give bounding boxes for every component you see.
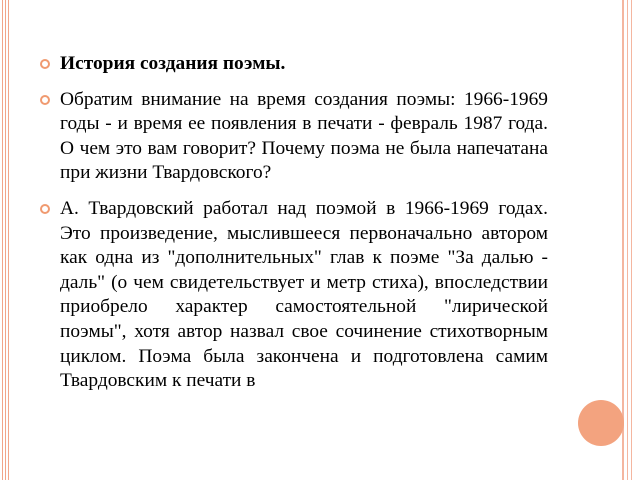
left-border-decoration [0,0,14,480]
slide-content [40,52,548,405]
bullet-text: А. Твардовский работал над поэмой в 1966-1969 годах. Это произведение, мыслившееся первоначально автором как одна из "дополнительных" глав к поэме "За далью - даль" (о чем свидетельствует и метр стиха), впоследствии приобрело характер самостоятельной "лирической поэмы", хотя автор назвал свое сочинение стихотворным циклом. Поэма была закончена и подготовлена самим Твардовским к печати в [60,197,548,392]
bullet-circle-icon [40,95,50,105]
bullet-item-history [40,197,548,394]
bullet-text: Обратим внимание на время создания поэмы: 1966-1969 годы - и время ее появления в печати - февраль 1987 года. О чем это вам говорит? Почему поэма не была напечатана при жизни Твардовского? [60,88,548,184]
bullet-item-title [40,52,548,77]
slide-heading: История создания поэмы. [60,53,286,74]
bullet-circle-icon [40,204,50,214]
decorative-circle [578,400,624,446]
bullet-circle-icon [40,59,50,69]
bullet-item-question [40,88,548,186]
right-border-decoration [618,0,640,480]
